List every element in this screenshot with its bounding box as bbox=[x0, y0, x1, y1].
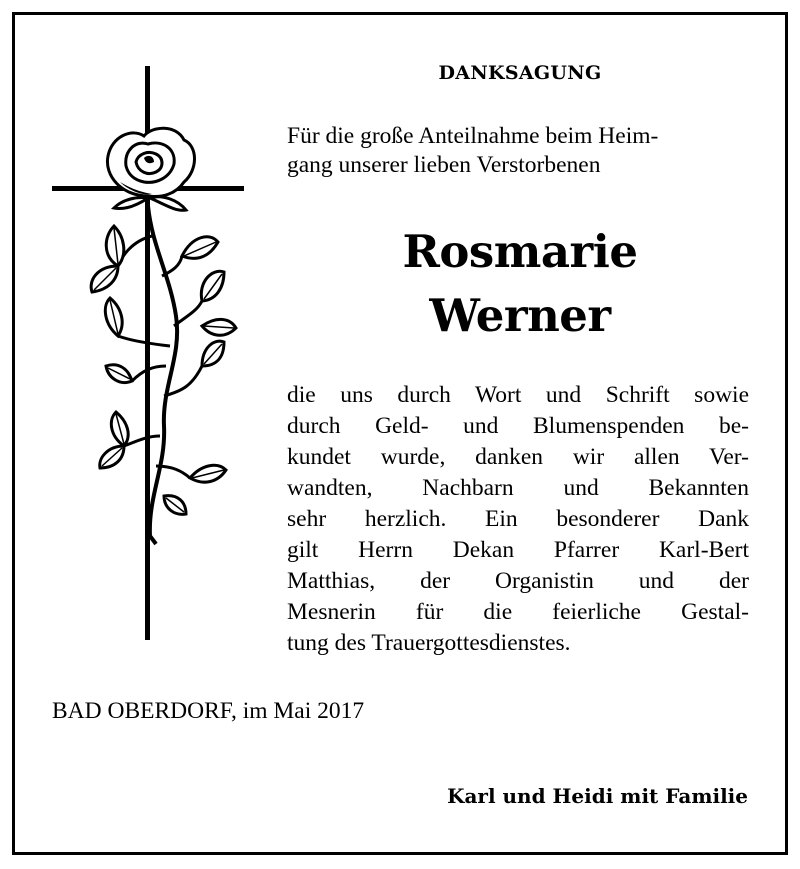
intro-text bbox=[287, 122, 749, 180]
thanks-line: tung des Trauergottesdienstes. bbox=[287, 630, 571, 656]
intro-line: Für die große Anteilnahme beim Heim- bbox=[287, 123, 659, 149]
cross-with-rose-icon bbox=[52, 66, 244, 640]
signature: Karl und Heidi mit Familie bbox=[447, 784, 748, 808]
thanks-text bbox=[287, 380, 749, 659]
thanks-line: Mesnerin für die feierliche Gestal- bbox=[287, 599, 749, 625]
deceased-last-name: Werner bbox=[429, 289, 611, 342]
place-date: BAD OBERDORF, im Mai 2017 bbox=[52, 698, 365, 724]
thanks-line: durch Geld- und Blumenspenden be- bbox=[287, 413, 749, 439]
thanks-line: Matthias, der Organistin und der bbox=[287, 568, 749, 594]
thanks-line: wandten, Nachbarn und Bekannten bbox=[287, 475, 749, 501]
thanks-line: sehr herzlich. Ein besonderer Dank bbox=[287, 506, 749, 532]
intro-line: gang unserer lieben Verstorbenen bbox=[287, 152, 601, 178]
thanks-line: kundet wurde, danken wir allen Ver- bbox=[287, 444, 749, 470]
thanks-line: die uns durch Wort und Schrift sowie bbox=[287, 382, 749, 408]
thanks-line: gilt Herrn Dekan Pfarrer Karl-Bert bbox=[287, 537, 749, 563]
deceased-first-name: Rosmarie bbox=[402, 225, 638, 278]
notice-heading: DANKSAGUNG bbox=[438, 62, 602, 84]
